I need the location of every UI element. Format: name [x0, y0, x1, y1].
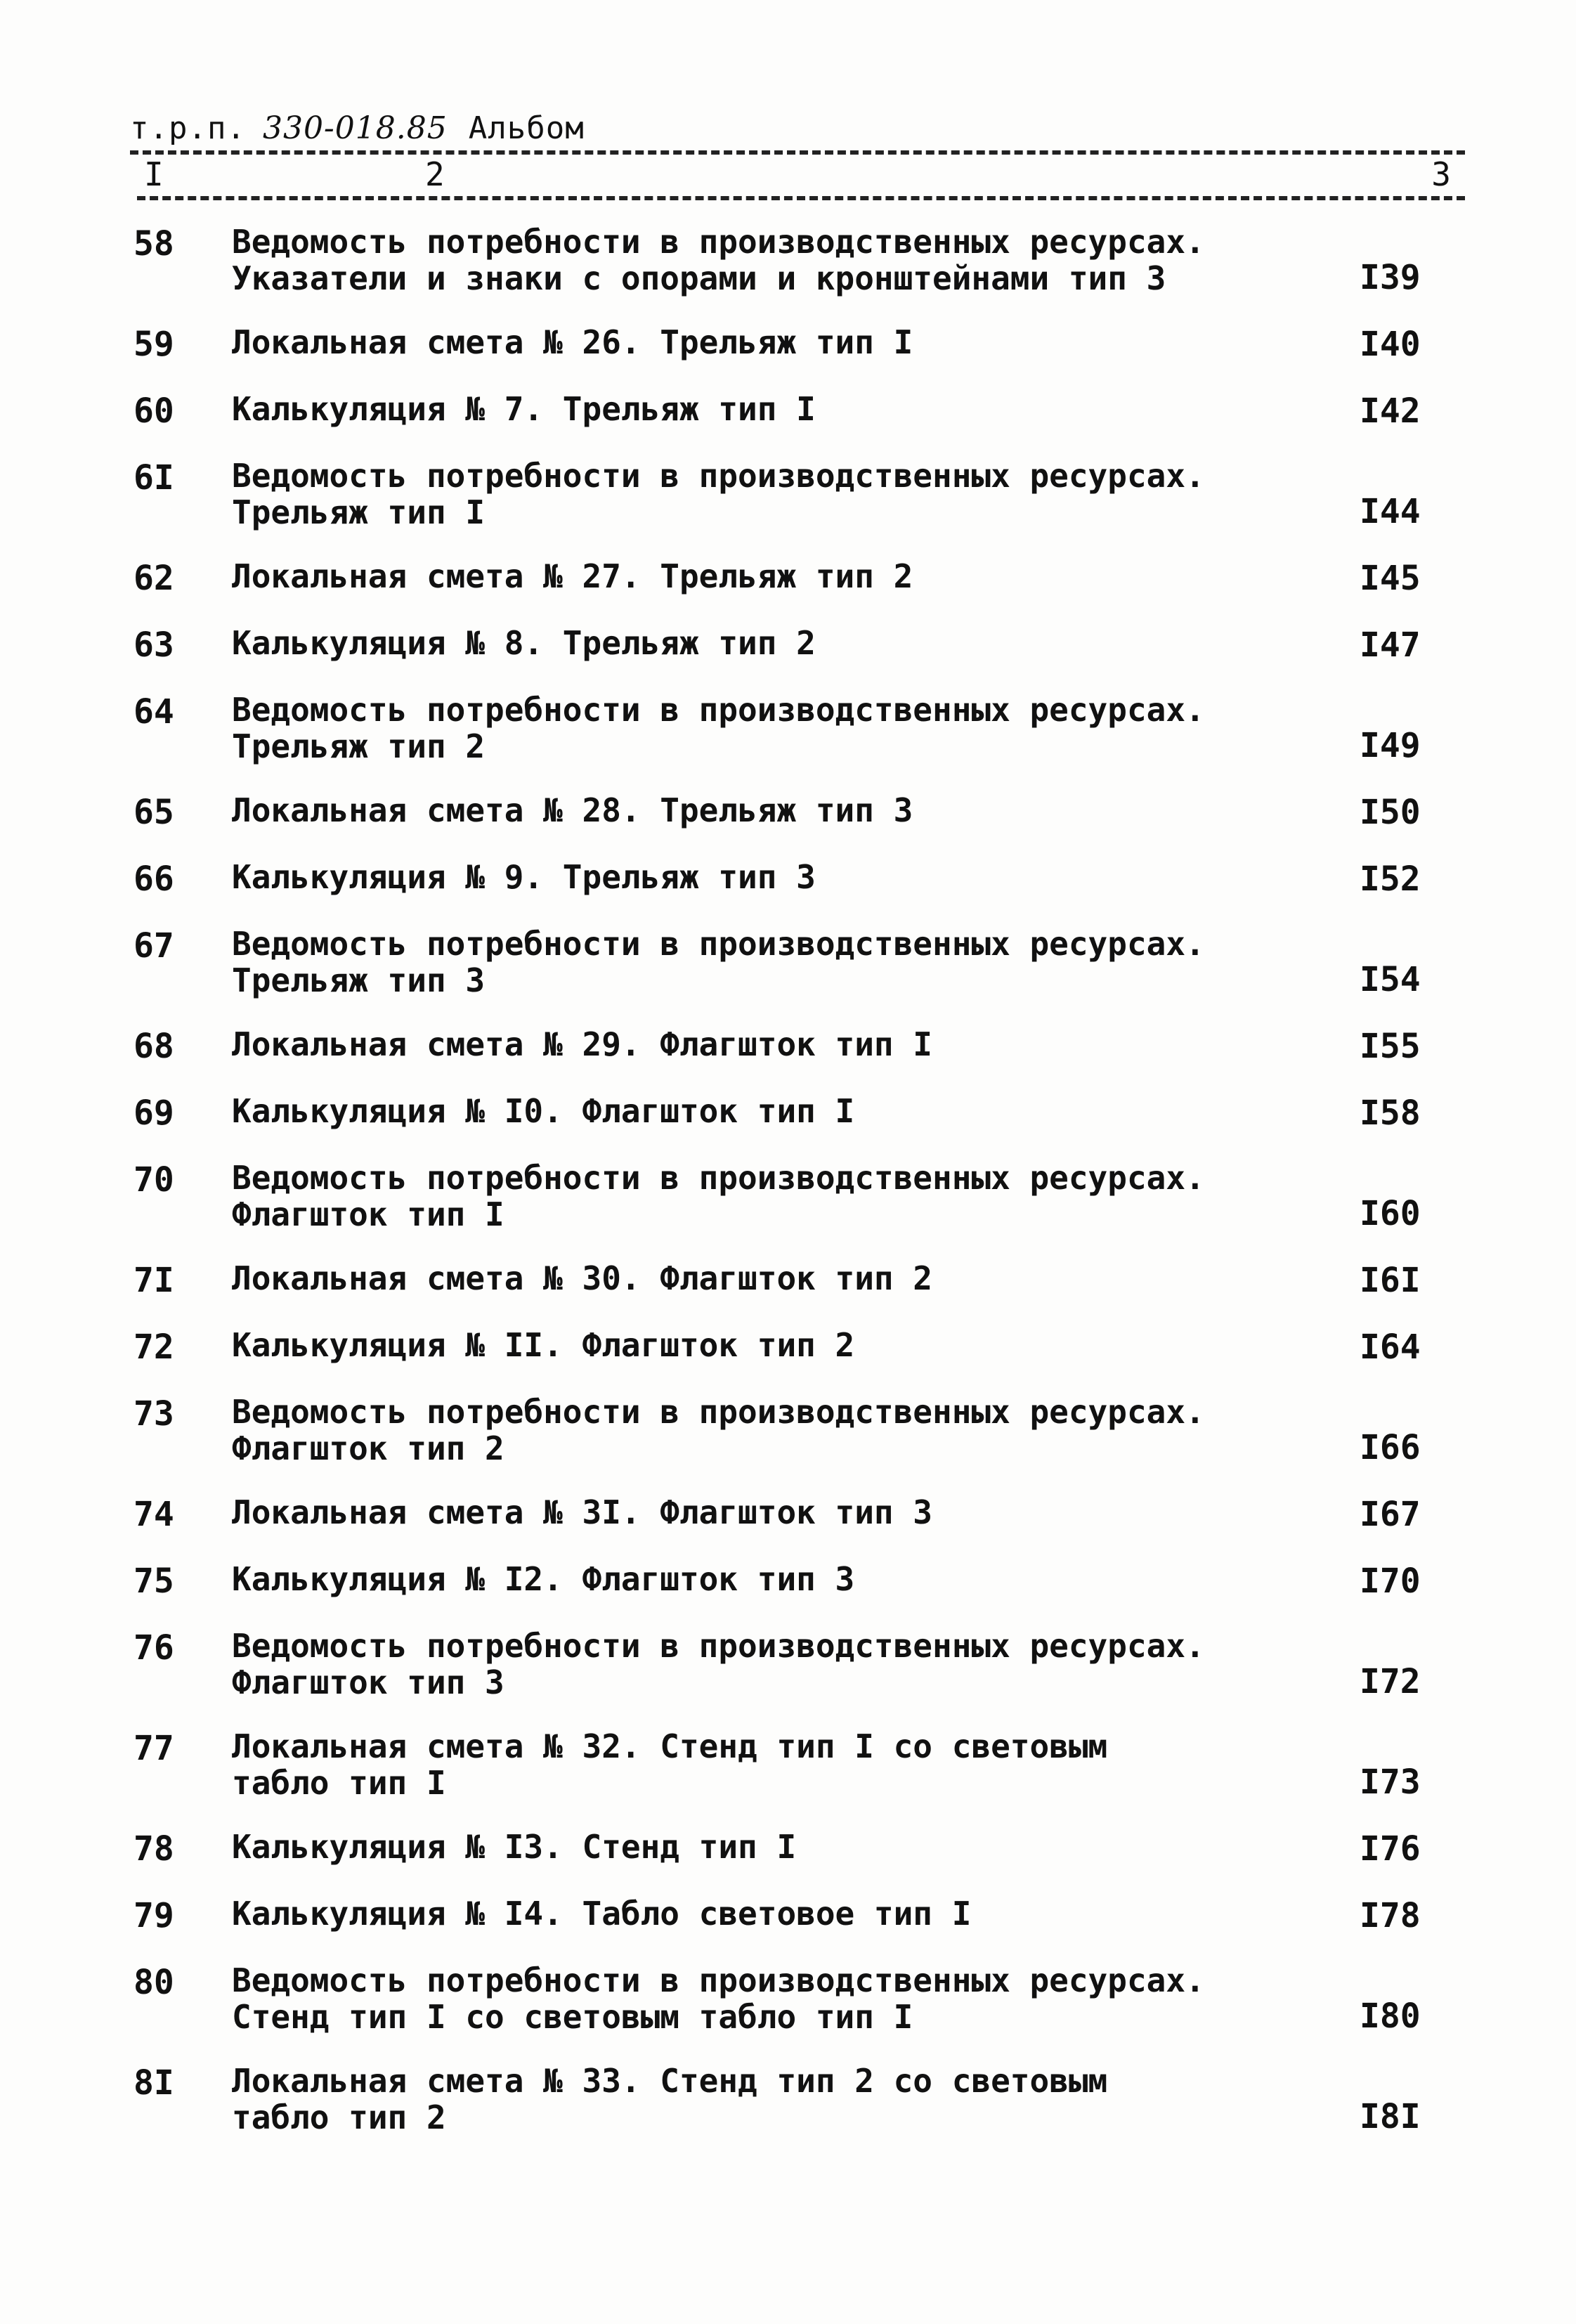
- column-number-3: 3: [1431, 155, 1451, 193]
- toc-entry-number: 78: [133, 1829, 174, 1869]
- toc-entry-number: 67: [133, 926, 174, 966]
- toc-entry-page: I39: [1360, 258, 1421, 297]
- toc-entry-page: I40: [1360, 325, 1421, 364]
- toc-entry-page: I80: [1360, 1997, 1421, 2036]
- toc-entry-page: I66: [1360, 1428, 1421, 1467]
- toc-entry-page: I76: [1360, 1829, 1421, 1869]
- toc-entry-title: Калькуляция № I2. Флагшток тип 3: [232, 1560, 855, 1598]
- toc-entry-number: 7I: [133, 1261, 174, 1300]
- toc-entry-number: 6I: [133, 458, 174, 498]
- toc-entry-number: 68: [133, 1027, 174, 1066]
- toc-entry-title: Локальная смета № 27. Трельяж тип 2: [232, 557, 913, 595]
- toc-entry-title: Ведомость потребности в производственных ресурсах. Стенд тип I со световым табло тип I: [232, 1961, 1205, 2036]
- toc-entry-number: 60: [133, 391, 174, 431]
- toc-entry-number: 58: [133, 224, 174, 264]
- toc-entry-page: I70: [1360, 1562, 1421, 1601]
- document-header: [130, 105, 1465, 155]
- column-numbers-row: [137, 155, 1465, 200]
- toc-entry-page: I55: [1360, 1027, 1421, 1066]
- toc-entry-title: Локальная смета № 26. Трельяж тип I: [232, 323, 913, 361]
- toc-entry-title: Калькуляция № I3. Стенд тип I: [232, 1828, 797, 1866]
- toc-entry-page: I73: [1360, 1763, 1421, 1802]
- toc-entry-title: Ведомость потребности в производственных ресурсах. Трельяж тип 3: [232, 925, 1205, 999]
- toc-entry-page: I50: [1360, 793, 1421, 832]
- toc-entry-title: Калькуляция № I4. Табло световое тип I: [232, 1895, 972, 1933]
- toc-entry-page: I6I: [1360, 1261, 1421, 1300]
- toc-entry-title: Ведомость потребности в производственных ресурсах. Трельяж тип I: [232, 457, 1205, 531]
- toc-entry-title: Ведомость потребности в производственных ресурсах. Флагшток тип I: [232, 1159, 1205, 1233]
- toc-entry-number: 63: [133, 625, 174, 665]
- toc-entry-title: Локальная смета № 32. Стенд тип I со световым табло тип I: [232, 1727, 1108, 1802]
- toc-entry-page: I45: [1360, 559, 1421, 598]
- toc-entry-number: 8I: [133, 2063, 174, 2103]
- toc-entry-title: Ведомость потребности в производственных ресурсах. Флагшток тип 2: [232, 1393, 1205, 1467]
- toc-entry-number: 76: [133, 1628, 174, 1668]
- toc-entry-number: 80: [133, 1963, 174, 2002]
- toc-entry-page: I44: [1360, 492, 1421, 531]
- header-prefix: т.р.п.: [130, 110, 246, 146]
- header-code: 330-018.85: [262, 110, 448, 146]
- toc-entry-title: Калькуляция № 8. Трельяж тип 2: [232, 624, 816, 662]
- toc-entry-page: I47: [1360, 625, 1421, 665]
- toc-entry-page: I60: [1360, 1194, 1421, 1233]
- toc-entry-page: I78: [1360, 1896, 1421, 1935]
- header-album: Альбом: [468, 110, 585, 146]
- toc-entry-page: I42: [1360, 391, 1421, 431]
- toc-entry-number: 66: [133, 859, 174, 899]
- toc-entry-title: Локальная смета № 33. Стенд тип 2 со световым табло тип 2: [232, 2062, 1108, 2136]
- toc-entry-title: Локальная смета № 30. Флагшток тип 2: [232, 1259, 932, 1297]
- toc-entry-title: Ведомость потребности в производственных ресурсах. Флагшток тип 3: [232, 1627, 1205, 1701]
- toc-entry-title: Локальная смета № 28. Трельяж тип 3: [232, 791, 913, 829]
- toc-entry-title: Калькуляция № I0. Флагшток тип I: [232, 1092, 855, 1130]
- toc-entry-number: 69: [133, 1093, 174, 1133]
- toc-entry-title: Калькуляция № 7. Трельяж тип I: [232, 390, 816, 428]
- toc-entry-title: Ведомость потребности в производственных ресурсах. Указатели и знаки с опорами и кронштейнами тип 3: [232, 223, 1205, 297]
- toc-entry-number: 70: [133, 1160, 174, 1200]
- toc-entry-title: Локальная смета № 3I. Флагшток тип 3: [232, 1493, 932, 1531]
- toc-entry-page: I54: [1360, 960, 1421, 999]
- column-number-1: I: [144, 155, 164, 193]
- toc-entry-page: I64: [1360, 1327, 1421, 1367]
- toc-entry-page: I67: [1360, 1495, 1421, 1534]
- toc-entry-number: 74: [133, 1495, 174, 1534]
- toc-entry-number: 75: [133, 1562, 174, 1601]
- toc-entry-page: I72: [1360, 1662, 1421, 1701]
- toc-entry-title: Ведомость потребности в производственных ресурсах. Трельяж тип 2: [232, 691, 1205, 765]
- toc-entry-page: I8I: [1360, 2097, 1421, 2136]
- toc-entry-title: Калькуляция № II. Флагшток тип 2: [232, 1326, 855, 1364]
- toc-entry-number: 64: [133, 692, 174, 732]
- toc-entry-number: 77: [133, 1729, 174, 1768]
- toc-entry-number: 73: [133, 1394, 174, 1434]
- toc-entry-number: 59: [133, 325, 174, 364]
- toc-entry-number: 62: [133, 559, 174, 598]
- toc-entry-number: 65: [133, 793, 174, 832]
- toc-entry-page: I52: [1360, 859, 1421, 899]
- toc-entry-number: 72: [133, 1327, 174, 1367]
- toc-entry-title: Калькуляция № 9. Трельяж тип 3: [232, 858, 816, 896]
- toc-entry-title: Локальная смета № 29. Флагшток тип I: [232, 1025, 932, 1063]
- toc-entry-page: I58: [1360, 1093, 1421, 1133]
- column-number-2: 2: [425, 155, 445, 193]
- toc-entry-number: 79: [133, 1896, 174, 1935]
- toc-entry-page: I49: [1360, 726, 1421, 765]
